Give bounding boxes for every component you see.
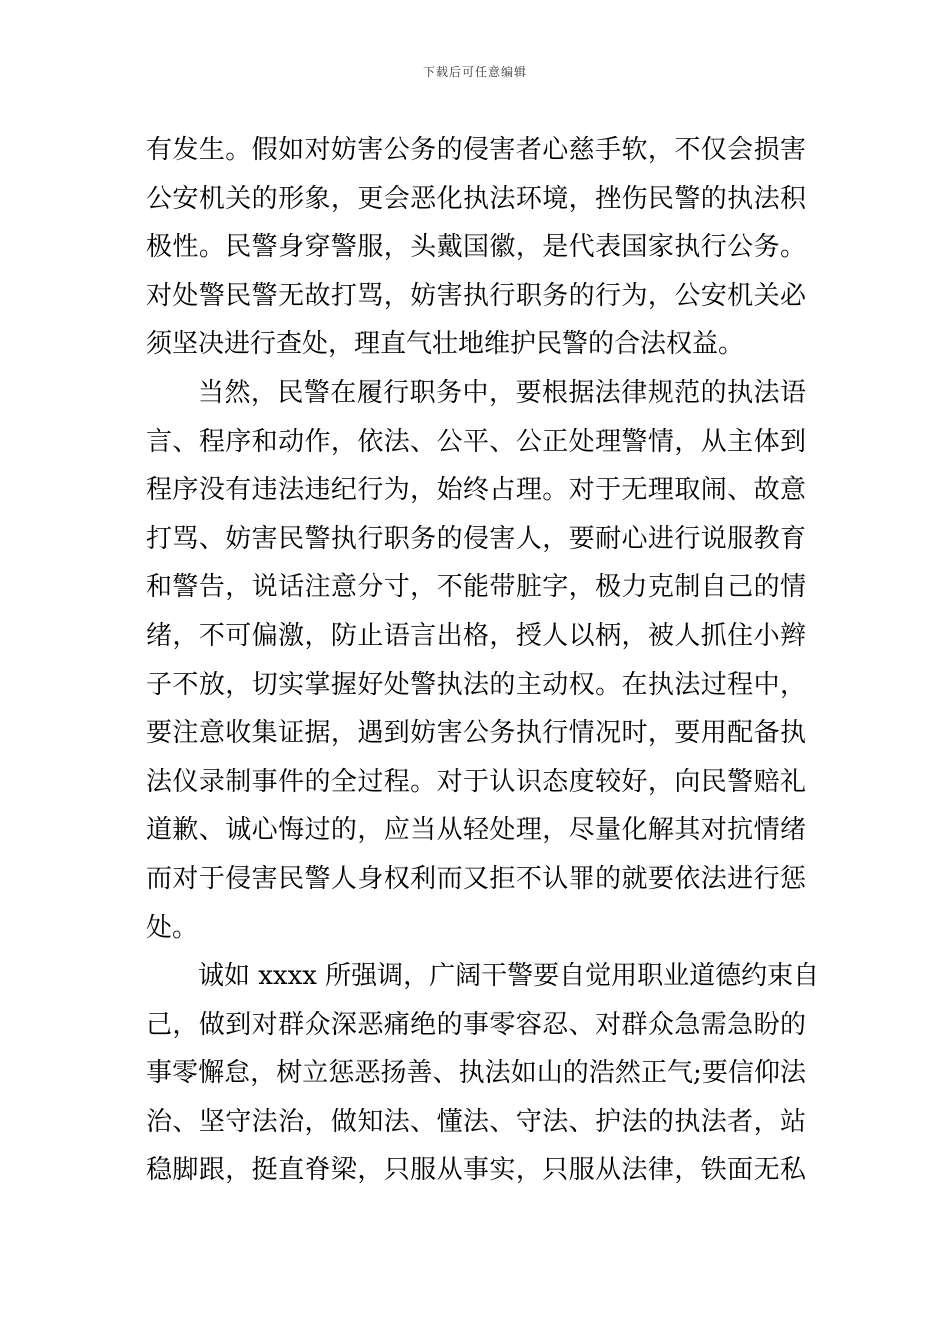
text-line: 绪，不可偏激，防止语言出格，授人以柄，被人抓住小辫 xyxy=(146,620,806,651)
text-line: 程序没有违法违纪行为，始终占理。对于无理取闹、故意 xyxy=(146,475,806,506)
text-line: 要注意收集证据，遇到妨害公务执行情况时，要用配备执 xyxy=(146,718,806,749)
text-line: 当然，民警在履行职务中，要根据法律规范的执法语 xyxy=(198,377,806,408)
document-body xyxy=(146,126,820,1195)
text-line: 稳脚跟，挺直脊梁，只服从事实，只服从法律，铁面无私 xyxy=(146,1155,806,1186)
text-line: 言、程序和动作，依法、公平、公正处理警情，从主体到 xyxy=(146,426,806,457)
text-line: 治、坚守法治，做知法、懂法、守法、护法的执法者，站 xyxy=(146,1106,806,1137)
paragraph-3 xyxy=(146,952,820,1195)
text-line: 诚如 xxxx 所强调，广阔干警要自觉用职业道德约束自 xyxy=(198,961,820,992)
paragraph-1 xyxy=(146,126,806,369)
text-line: 而对于侵害民警人身权利而又拒不认罪的就要依法进行惩 xyxy=(146,863,806,894)
text-line: 己，做到对群众深恶痛绝的事零容忍、对群众急需急盼的 xyxy=(146,1009,806,1040)
text-line: 有发生。假如对妨害公务的侵害者心慈手软，不仅会损害 xyxy=(146,135,806,165)
text-line: 事零懈怠，树立惩恶扬善、执法如山的浩然正气;要信仰法 xyxy=(146,1058,806,1089)
text-line: 对处警民警无故打骂，妨害执行职务的行为，公安机关必 xyxy=(146,280,806,311)
text-line: 打骂、妨害民警执行职务的侵害人，要耐心进行说服教育 xyxy=(146,523,806,554)
text-line: 公安机关的形象，更会恶化执法环境，挫伤民警的执法积 xyxy=(146,183,806,214)
page-header: 下载后可任意编辑 xyxy=(422,65,527,79)
text-line: 极性。民警身穿警服，头戴国徽，是代表国家执行公务。 xyxy=(146,232,806,263)
text-line: 处。 xyxy=(146,912,199,943)
text-line: 道歉、诚心悔过的，应当从轻处理，尽量化解其对抗情绪 xyxy=(146,815,806,846)
text-line: 须坚决进行查处，理直气壮地维护民警的合法权益。 xyxy=(146,329,745,360)
text-line: 法仪录制事件的全过程。对于认识态度较好，向民警赔礼 xyxy=(146,766,806,797)
paragraph-2 xyxy=(146,369,806,952)
text-line: 子不放，切实掌握好处警执法的主动权。在执法过程中， xyxy=(146,669,806,700)
text-line: 和警告，说话注意分寸，不能带脏字，极力克制自己的情 xyxy=(146,572,806,603)
